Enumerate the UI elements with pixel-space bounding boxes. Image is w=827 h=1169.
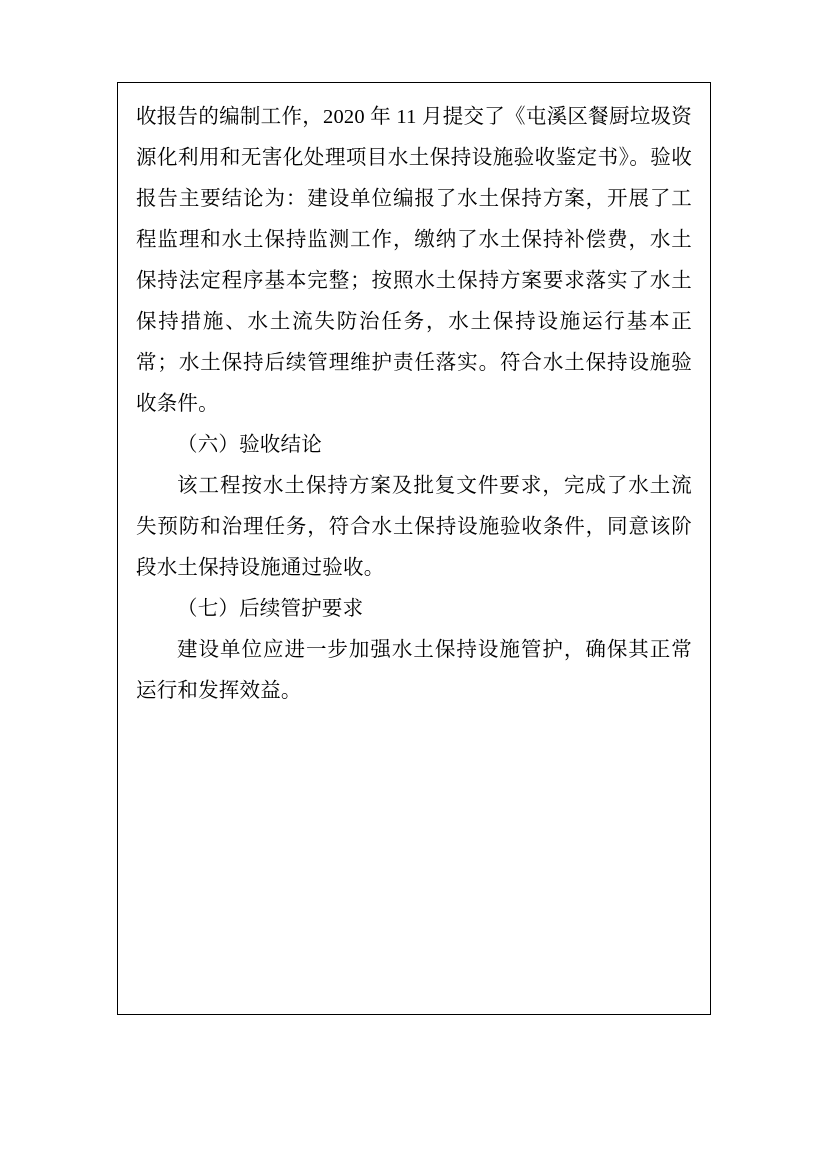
- paragraph-verification-conclusion: 该工程按水土保持方案及批复文件要求，完成了水土流失预防和治理任务，符合水土保持设施验收条件，同意该阶段水土保持设施通过验收。: [136, 475, 692, 579]
- document-content: [118, 83, 710, 712]
- document-border-frame: [117, 82, 711, 1015]
- paragraph-continued-report: 收报告的编制工作，2020 年 11 月提交了《屯溪区餐厨垃圾资源化利用和无害化处理项目水土保持设施验收鉴定书》。验收报告主要结论为：建设单位编报了水土保持方案，开展了工程监理和水土保持监测工作，缴纳了水土保持补偿费，水土保持法定程序基本完整；按照水土保持方案要求落实了水土保持措施、水土流失防治任务，水土保持设施运行基本正常；水土保持后续管理维护责任落实。符合水土保持设施验收条件。: [136, 106, 692, 415]
- heading-maintenance-requirements: （七）后续管护要求: [177, 598, 364, 620]
- heading-verification-conclusion: （六）验收结论: [177, 434, 322, 456]
- paragraph-maintenance-requirements: 建设单位应进一步加强水土保持设施管护，确保其正常运行和发挥效益。: [136, 639, 692, 702]
